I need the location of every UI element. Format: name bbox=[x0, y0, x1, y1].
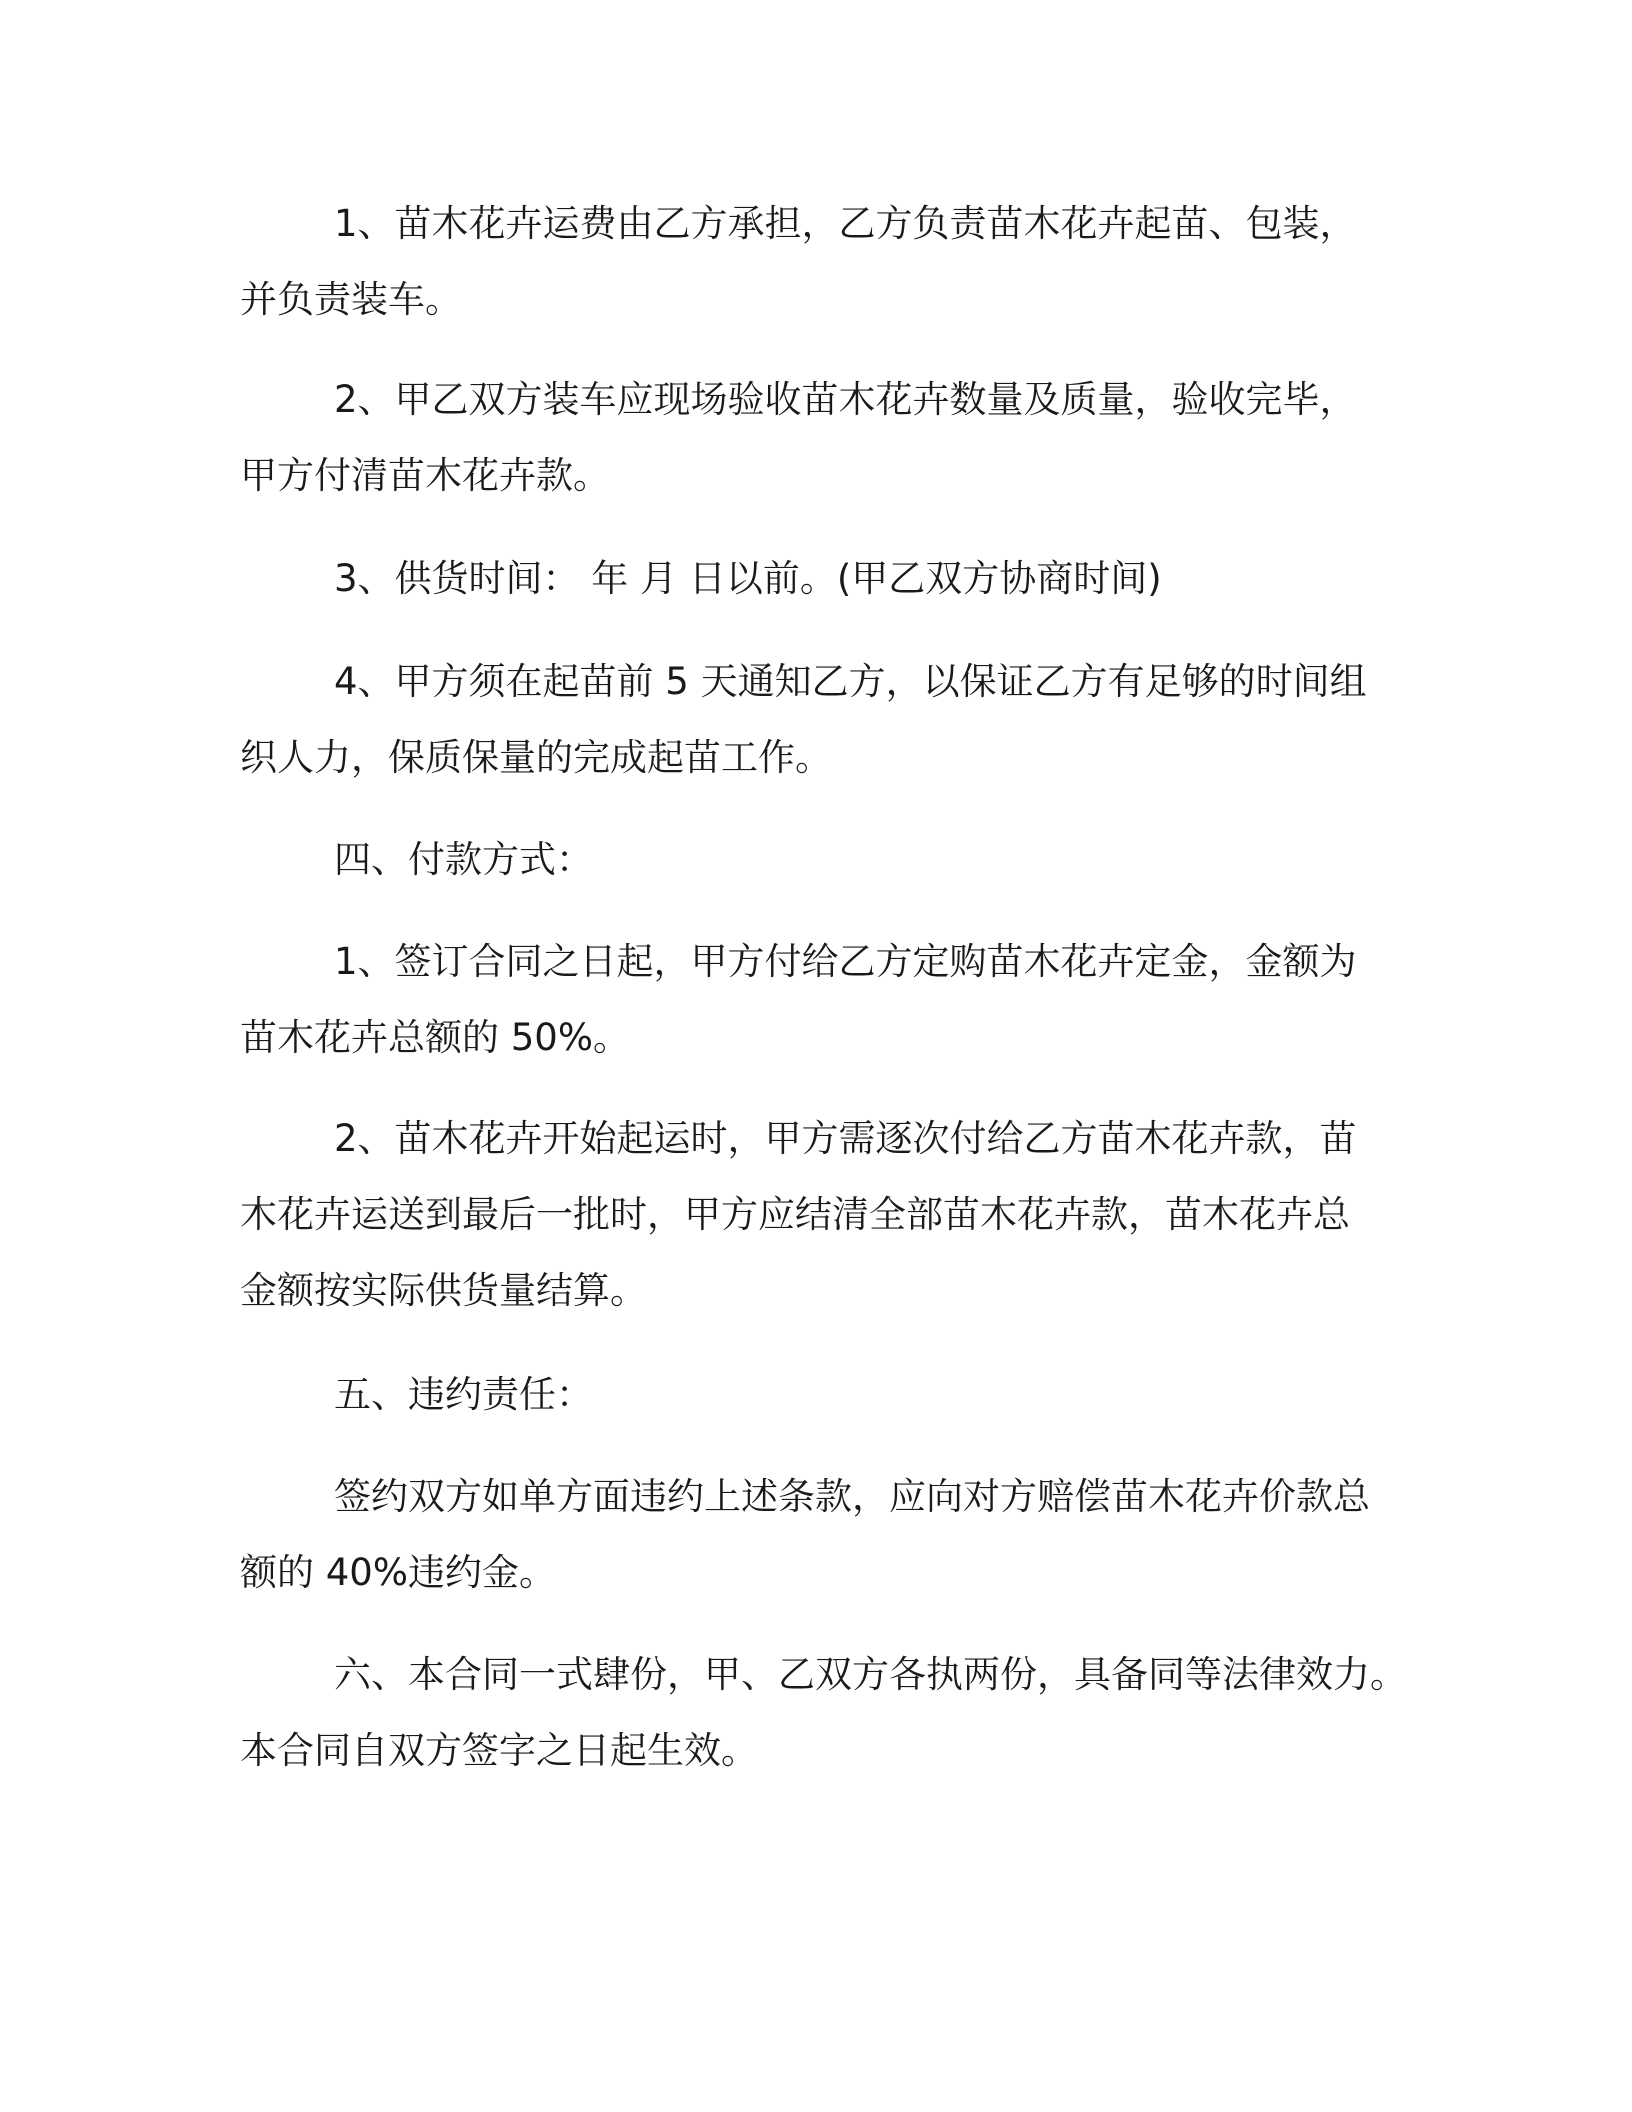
section-6-copies-effectiveness bbox=[240, 1637, 1410, 1789]
section-heading: 四、付款方式： bbox=[334, 838, 593, 881]
text-line: 4、甲方须在起苗前 5 天通知乙方，以保证乙方有足够的时间组 bbox=[334, 660, 1367, 703]
liability-clause-penalty bbox=[240, 1459, 1410, 1611]
text-line: 2、苗木花卉开始起运时，甲方需逐次付给乙方苗木花卉款，苗 bbox=[334, 1117, 1357, 1160]
section-heading: 五、违约责任： bbox=[334, 1373, 593, 1416]
text-line: 甲方付清苗木花卉款。 bbox=[240, 454, 610, 497]
text-line: 1、签订合同之日起，甲方付给乙方定购苗木花卉定金，金额为 bbox=[334, 940, 1357, 983]
clause-2-inspection bbox=[240, 362, 1410, 514]
clause-4-notice bbox=[240, 644, 1410, 796]
section-5-heading-liability bbox=[240, 1357, 1410, 1433]
text-line: 木花卉运送到最后一批时，甲方应结清全部苗木花卉款，苗木花卉总 bbox=[240, 1193, 1350, 1236]
text-line: 本合同自双方签字之日起生效。 bbox=[240, 1729, 758, 1772]
text-line: 1、苗木花卉运费由乙方承担，乙方负责苗木花卉起苗、包装， bbox=[334, 202, 1357, 245]
text-line: 金额按实际供货量结算。 bbox=[240, 1269, 647, 1312]
text-line: 织人力，保质保量的完成起苗工作。 bbox=[240, 736, 832, 779]
clause-1-transport bbox=[240, 186, 1410, 338]
section-4-heading-payment bbox=[240, 822, 1410, 898]
text-line: 六、本合同一式肆份，甲、乙双方各执两份，具备同等法律效力。 bbox=[334, 1653, 1407, 1696]
text-line: 额的 40%违约金。 bbox=[240, 1551, 556, 1594]
text-line: 2、甲乙双方装车应现场验收苗木花卉数量及质量，验收完毕， bbox=[334, 378, 1357, 421]
text-line: 并负责装车。 bbox=[240, 278, 462, 321]
text-line: 签约双方如单方面违约上述条款，应向对方赔偿苗木花卉价款总 bbox=[334, 1475, 1370, 1518]
payment-clause-2-settlement bbox=[240, 1101, 1410, 1329]
text-line: 苗木花卉总额的 50%。 bbox=[240, 1016, 630, 1059]
document-page bbox=[240, 0, 1410, 2112]
payment-clause-1-deposit bbox=[240, 924, 1410, 1076]
text-line: 3、供货时间： 年 月 日以前。(甲乙双方协商时间) bbox=[334, 557, 1162, 600]
clause-3-delivery-time bbox=[240, 541, 1410, 617]
